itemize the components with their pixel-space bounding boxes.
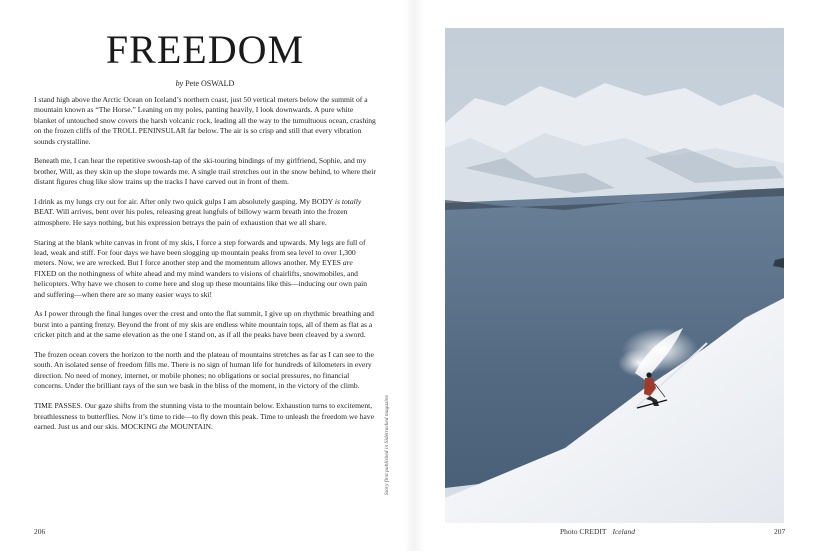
- italic-run: is totally: [334, 197, 362, 207]
- text-run: Staring at the blank white canvas in front of my skis, I force a step forwards and upwards. My legs are full of lead, weak and stiff. For four days we have been slogging up mountain peaks from sea level to over 1,300 meters. Now, we are wrecked. But I force another step and the momentum allows another. My EYES: [34, 237, 366, 268]
- text-run: I drink as my lungs cry out for air. After only two quick gulps I am absolutely gasping. My BODY: [34, 197, 335, 207]
- paragraph: [34, 309, 376, 340]
- text-run: The frozen ocean covers the horizon to the north and the plateau of mountains stretches as far as I can see to the south. An isolated sense of freedom fills me. There is no sign of human life for hundreds of kilometers in every direction. No need of money, internet, or mobile phones; no obligations or social pressures, no financial concerns. Under the brilliant rays of the sun we bask in the bliss of the moment, in the victory of the climb.: [34, 350, 374, 391]
- text-run: TIME PASSES. Our gaze shifts from the stunning vista to the mountain below. Exhaustion turns to excitement, breathlessness to butterflies. Now it’s time to ride—to fly down this peak. Time to unleash the freedom we have earned. Just us and our skis. MOCKING: [34, 401, 374, 431]
- paragraph: [34, 156, 376, 187]
- photo-location: Iceland: [612, 527, 635, 536]
- paragraph: [34, 350, 376, 392]
- page-number-left: 206: [34, 527, 46, 536]
- italic-run: are: [342, 258, 353, 268]
- photo-illustration: [445, 28, 784, 523]
- byline: [32, 79, 378, 89]
- paragraph: [34, 401, 376, 432]
- text-run: BEAT. Will arrives, bent over his poles, releasing great lungfuls of billowy warm breath into the frozen atmosphere. He says nothing, but his expression betrays the pain of exhaustion that we all share.: [34, 207, 348, 227]
- right-page: [412, 0, 820, 551]
- text-run: MOUNTAIN.: [168, 421, 213, 431]
- paragraph: [34, 238, 376, 300]
- side-credit: Story first published in Sidetracked magazine: [384, 395, 390, 496]
- italic-run: the: [159, 421, 169, 431]
- photo-credit-label: Photo CREDIT: [560, 527, 607, 536]
- author-name: Pete OSWALD: [185, 79, 235, 88]
- photo-credit: [560, 527, 635, 536]
- text-run: FIXED on the nothingness of white ahead and my mind wanders to visions of chairlifts, snowmobiles, and helicopters. Why have we chosen to come here and slog up these mountains like this—inducing our own pain and suffering—when there are so many easier ways to ski!: [34, 268, 368, 299]
- paragraph: [34, 95, 376, 147]
- article-title: FREEDOM: [105, 27, 305, 72]
- article-body: [34, 95, 376, 442]
- text-run: I stand high above the Arctic Ocean on Iceland’s northern coast, just 50 vertical meters below the summit of a mountain known as “The Horse.” Leaning on my poles, panting heavily, I look downwards. A pure white blanket of untouched snow covers the harsh volcanic rock, leading all the way to the tumultuous ocean, crashing on the frozen cliffs of the TROLL PENINSULAR far below. The air is so crisp and still that every vibration sounds crystalline.: [34, 95, 376, 146]
- byline-prefix: by: [175, 79, 184, 88]
- skier-photo: [445, 28, 784, 523]
- paragraph: [34, 197, 376, 228]
- text-run: As I power through the final lunges over the crest and onto the flat summit, I give up on rhythmic breathing and burst into a panting frenzy. Beyond the front of my skis are endless white mountain tops, all of them as flat as a cricket pitch and at the same elevation as the one I stand on, as if all the peaks have been cleaved by a sword.: [34, 309, 374, 340]
- text-run: Beneath me, I can hear the repetitive swoosh-tap of the ski-touring bindings of my girlfriend, Sophie, and my brother, Will, as they skin up the slope towards me. A single trail stretches out in the snow behind, to where their distant figures chug like slow trains up the tracks I have carved out in front of them.: [34, 156, 376, 187]
- page-number-right: 207: [774, 527, 786, 536]
